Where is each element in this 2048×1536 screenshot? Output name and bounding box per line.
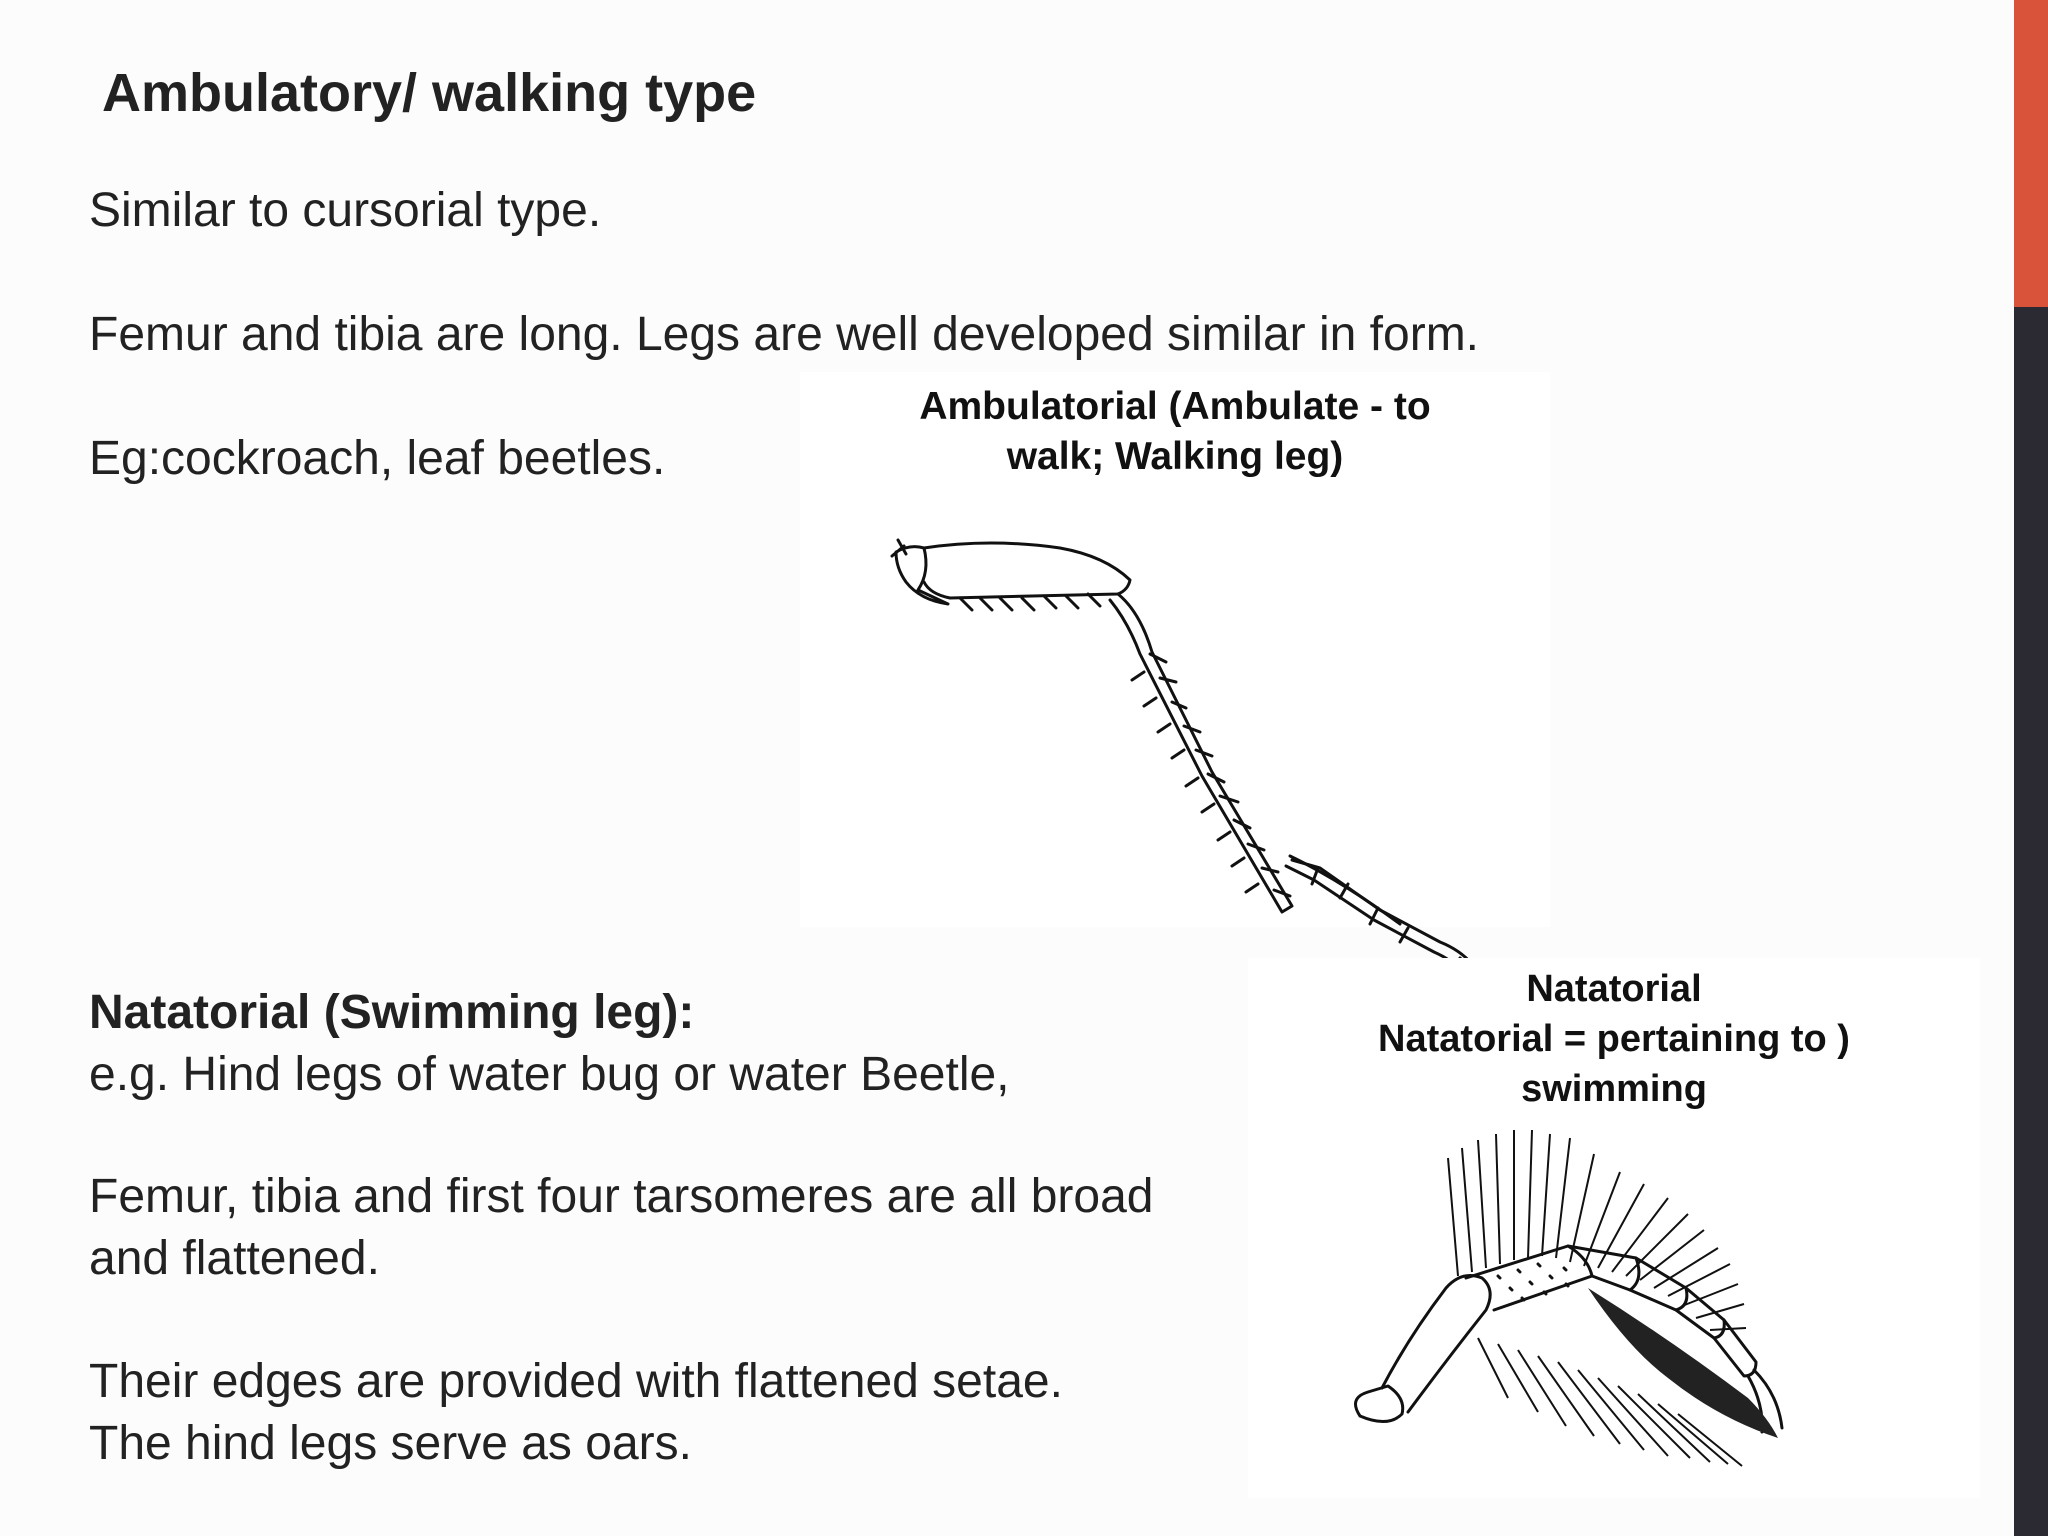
natatorial-caption-line-3: swimming — [1521, 1068, 1707, 1110]
natatorial-caption-line-2: Natatorial = pertaining to ) — [1378, 1018, 1850, 1060]
natatorial-title: Natatorial (Swimming leg): — [89, 986, 695, 1039]
natatorial-example: e.g. Hind legs of water bug or water Beetle, — [89, 1048, 1010, 1101]
swimming-leg-icon — [1248, 958, 1980, 1498]
ambulatory-line-3: Eg:cockroach, leaf beetles. — [89, 432, 666, 485]
ambulatory-caption-line-1: Ambulatorial (Ambulate - to — [919, 385, 1431, 428]
ambulatory-figure — [800, 372, 1550, 927]
natatorial-desc-line-3: Their edges are provided with flattened setae. — [89, 1355, 1063, 1408]
walking-leg-icon — [800, 372, 1550, 927]
ambulatory-line-1: Similar to cursorial type. — [89, 184, 602, 237]
slide-heading: Ambulatory/ walking type — [102, 63, 757, 123]
natatorial-desc-line-1: Femur, tibia and first four tarsomeres are all broad — [89, 1170, 1154, 1223]
natatorial-figure — [1248, 958, 1980, 1498]
side-accent-orange — [2014, 0, 2048, 307]
ambulatory-line-2: Femur and tibia are long. Legs are well developed similar in form. — [89, 308, 1480, 361]
natatorial-desc-line-2: and flattened. — [89, 1232, 380, 1285]
ambulatory-caption-line-2: walk; Walking leg) — [1006, 435, 1344, 478]
natatorial-desc-line-4: The hind legs serve as oars. — [89, 1417, 692, 1470]
side-accent-dark — [2014, 307, 2048, 1536]
natatorial-caption-line-1: Natatorial — [1526, 968, 1702, 1010]
side-accent-bar — [2014, 0, 2048, 1536]
